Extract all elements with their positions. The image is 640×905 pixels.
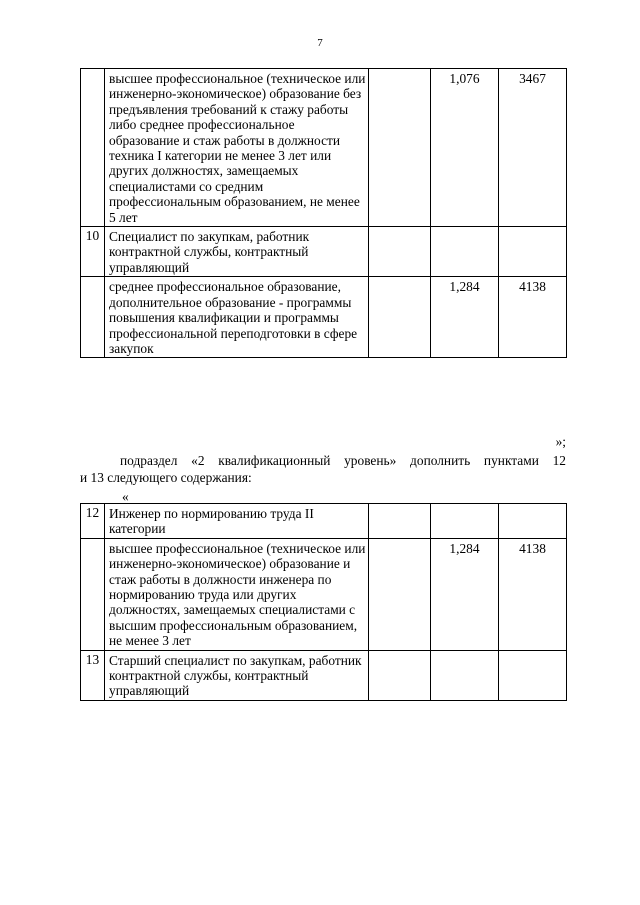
position-description-cell: Старший специалист по закупкам, работник контрактной службы, контрактный управляющий — [105, 650, 369, 700]
row-number-cell — [81, 69, 105, 227]
row-number-cell — [81, 538, 105, 650]
table-row — [81, 277, 567, 358]
opening-quote: « — [122, 489, 129, 504]
table-row — [81, 227, 567, 277]
paragraph-line-2: и 13 следующего содержания: — [80, 470, 252, 485]
empty-column-cell — [369, 538, 431, 650]
salary-cell — [499, 504, 567, 539]
row-number-cell: 13 — [81, 650, 105, 700]
salary-cell: 4138 — [499, 277, 567, 358]
row-number-cell: 12 — [81, 504, 105, 539]
empty-column-cell — [369, 227, 431, 277]
row-number-cell — [81, 277, 105, 358]
page-number: 7 — [317, 37, 323, 49]
table-row — [81, 504, 567, 539]
qualification-table-2 — [80, 503, 567, 701]
table-row — [81, 650, 567, 700]
salary-cell: 3467 — [499, 69, 567, 227]
coefficient-cell: 1,076 — [431, 69, 499, 227]
coefficient-cell: 1,284 — [431, 538, 499, 650]
position-description-cell: среднее профессиональное образование, дополнительное образование - программы повышения квалификации и программы профессиональной переподготовки в сфере закупок — [105, 277, 369, 358]
row-number-cell: 10 — [81, 227, 105, 277]
qualification-table-1 — [80, 68, 567, 358]
position-description-cell: высшее профессиональное (техническое или инженерно-экономическое) образование и стаж работы в должности инженера по нормированию труда или других должностях, замещаемых специалистами с высшим профессиональным образованием, не менее 3 лет — [105, 538, 369, 650]
table-row — [81, 69, 567, 227]
table-1-body — [81, 69, 567, 358]
paragraph-line-1: подраздел «2 квалификационный уровень» дополнить пунктами 12 — [120, 453, 566, 468]
empty-column-cell — [369, 650, 431, 700]
empty-column-cell — [369, 69, 431, 227]
position-description-cell: Инженер по нормированию труда II категории — [105, 504, 369, 539]
coefficient-cell — [431, 504, 499, 539]
salary-cell — [499, 650, 567, 700]
position-description-cell: высшее профессиональное (техническое или инженерно-экономическое) образование без предъявления требований к стажу работы либо среднее профессиональное образование и стаж работы в должности техника I категории не менее 3 лет или других должностях, замещаемых специалистами со средним профессиональным образованием, не менее 5 лет — [105, 69, 369, 227]
empty-column-cell — [369, 504, 431, 539]
table-row — [81, 538, 567, 650]
coefficient-cell: 1,284 — [431, 277, 499, 358]
coefficient-cell — [431, 650, 499, 700]
salary-cell — [499, 227, 567, 277]
coefficient-cell — [431, 227, 499, 277]
salary-cell: 4138 — [499, 538, 567, 650]
table-2-body — [81, 504, 567, 701]
amendment-paragraph — [80, 452, 566, 486]
position-description-cell: Специалист по закупкам, работник контрактной службы, контрактный управляющий — [105, 227, 369, 277]
closing-quote: »; — [555, 434, 566, 449]
empty-column-cell — [369, 277, 431, 358]
